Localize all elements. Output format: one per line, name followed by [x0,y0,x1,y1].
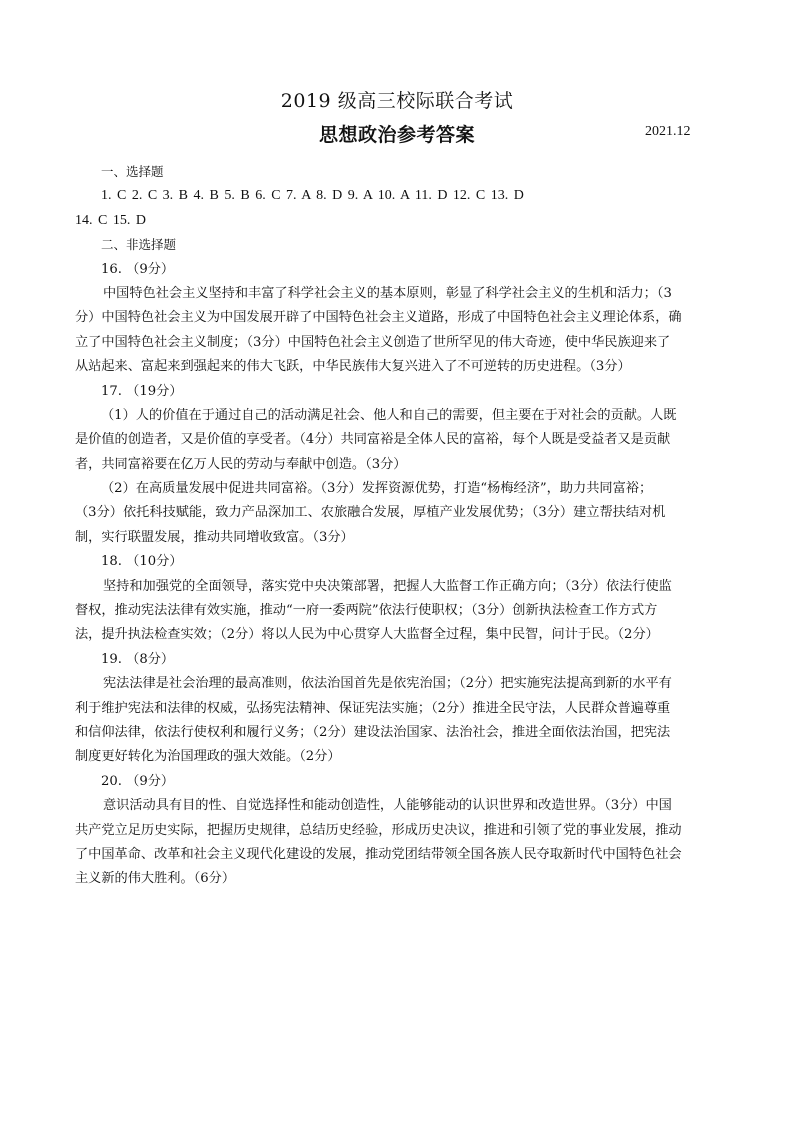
question-16-label: 16. （9分） [101,261,175,277]
question-18-line: 督权，推动宪法法律有效实施，推动“一府一委两院”依法行使职权；（3分）创新执法检查工作方式方 [75,603,658,619]
exam-date: 2021.12 [645,124,691,139]
question-19-line: 制度更好转化为治国理政的强大效能。（2分） [75,749,341,765]
question-16-line: 分）中国特色社会主义为中国发展开辟了中国特色社会主义道路，形成了中国特色社会主义理论体系，确 [75,310,682,326]
question-18-label: 18. （10分） [101,554,183,570]
question-18-line: 法，提升执法检查实效；（2分）将以人民为中心贯穿人大监督全过程，集中民智，问计于民。（2分） [75,627,659,643]
question-20-label: 20. （9分） [101,773,175,789]
question-17-line: （1）人的价值在于通过自己的活动满足社会、他人和自己的需要，但主要在于对社会的贡献。人既 [101,407,677,423]
question-16-line: 中国特色社会主义坚持和丰富了科学社会主义的基本原则，彰显了科学社会主义的生机和活力；（3 [103,285,672,301]
question-19-line: 利于维护宪法和法律的权威，弘扬宪法精神、保证宪法实施；（2分）推进全民守法，人民群众普遍尊重 [75,700,671,716]
question-20-line: 主义新的伟大胜利。（6分） [75,871,236,887]
question-16-line: 从站起来、富起来到强起来的伟大飞跃，中华民族伟大复兴进入了不可逆转的历史进程。（3分） [75,359,631,375]
answer-key-title: 思想政治参考答案 [318,124,475,146]
question-17-line: 制，实行联盟发展，推动共同增收致富。（3分） [75,529,354,545]
question-17-label: 17. （19分） [101,383,183,399]
question-18-line: 坚持和加强党的全面领导，落实党中央决策部署，把握人大监督工作正确方向；（3分）依法行使监 [103,578,672,594]
choice-answers-line-2: 14. C 15. D [75,212,146,228]
choice-answers-line-1: 1. C 2. C 3. B 4. B 5. B 6. C 7. A 8. D 9. A 10. A 11. D 12. C 13. D [101,188,524,204]
question-20-line: 了中国革命、改革和社会主义现代化建设的发展，推动党团结带领全国各族人民夺取新时代中国特色社会 [75,846,682,862]
question-20-line: 共产党立足历史实际，把握历史规律，总结历史经验，形成历史决议，推进和引领了党的事业发展，推动 [75,822,682,838]
section-heading-choice: 一、选择题 [101,164,164,179]
question-17-line: （3分）依托科技赋能，致力产品深加工、农旅融合发展，厚植产业发展优势；（3分）建立帮扶结对机 [75,505,666,521]
answer-body [75,160,720,892]
question-19-line: 宪法法律是社会治理的最高准则，依法治国首先是依宪治国；（2分）把实施宪法提高到新的水平有 [103,676,672,692]
question-17-line: 者，共同富裕要在亿万人民的劳动与奉献中创造。（3分） [75,456,407,472]
section-heading-nonchoice: 二、非选择题 [101,237,177,253]
question-20-line: 意识活动具有目的性、自觉选择性和能动创造性，人能够能动的认识世界和改造世界。（3分）中国 [103,798,672,814]
exam-title: 2019 级高三校际联合考试 [280,90,514,112]
question-17-line: 是价值的创造者，又是价值的享受者。（4分）共同富裕是全体人民的富裕，每个人既是受益者又是贡献 [75,432,671,448]
question-17-line: （2）在高质量发展中促进共同富裕。（3分）发挥资源优势，打造“杨梅经济”，助力共同富裕； [101,481,653,497]
question-19-line: 和信仰法律，依法行使权利和履行义务；（2分）建设法治国家、法治社会，推进全面依法治国，把宪法 [75,724,671,740]
question-16-line: 立了中国特色社会主义制度；（3分）中国特色社会主义创造了世所罕见的伟大奇迹，使中华民族迎来了 [75,334,671,350]
question-19-label: 19. （8分） [101,651,175,667]
